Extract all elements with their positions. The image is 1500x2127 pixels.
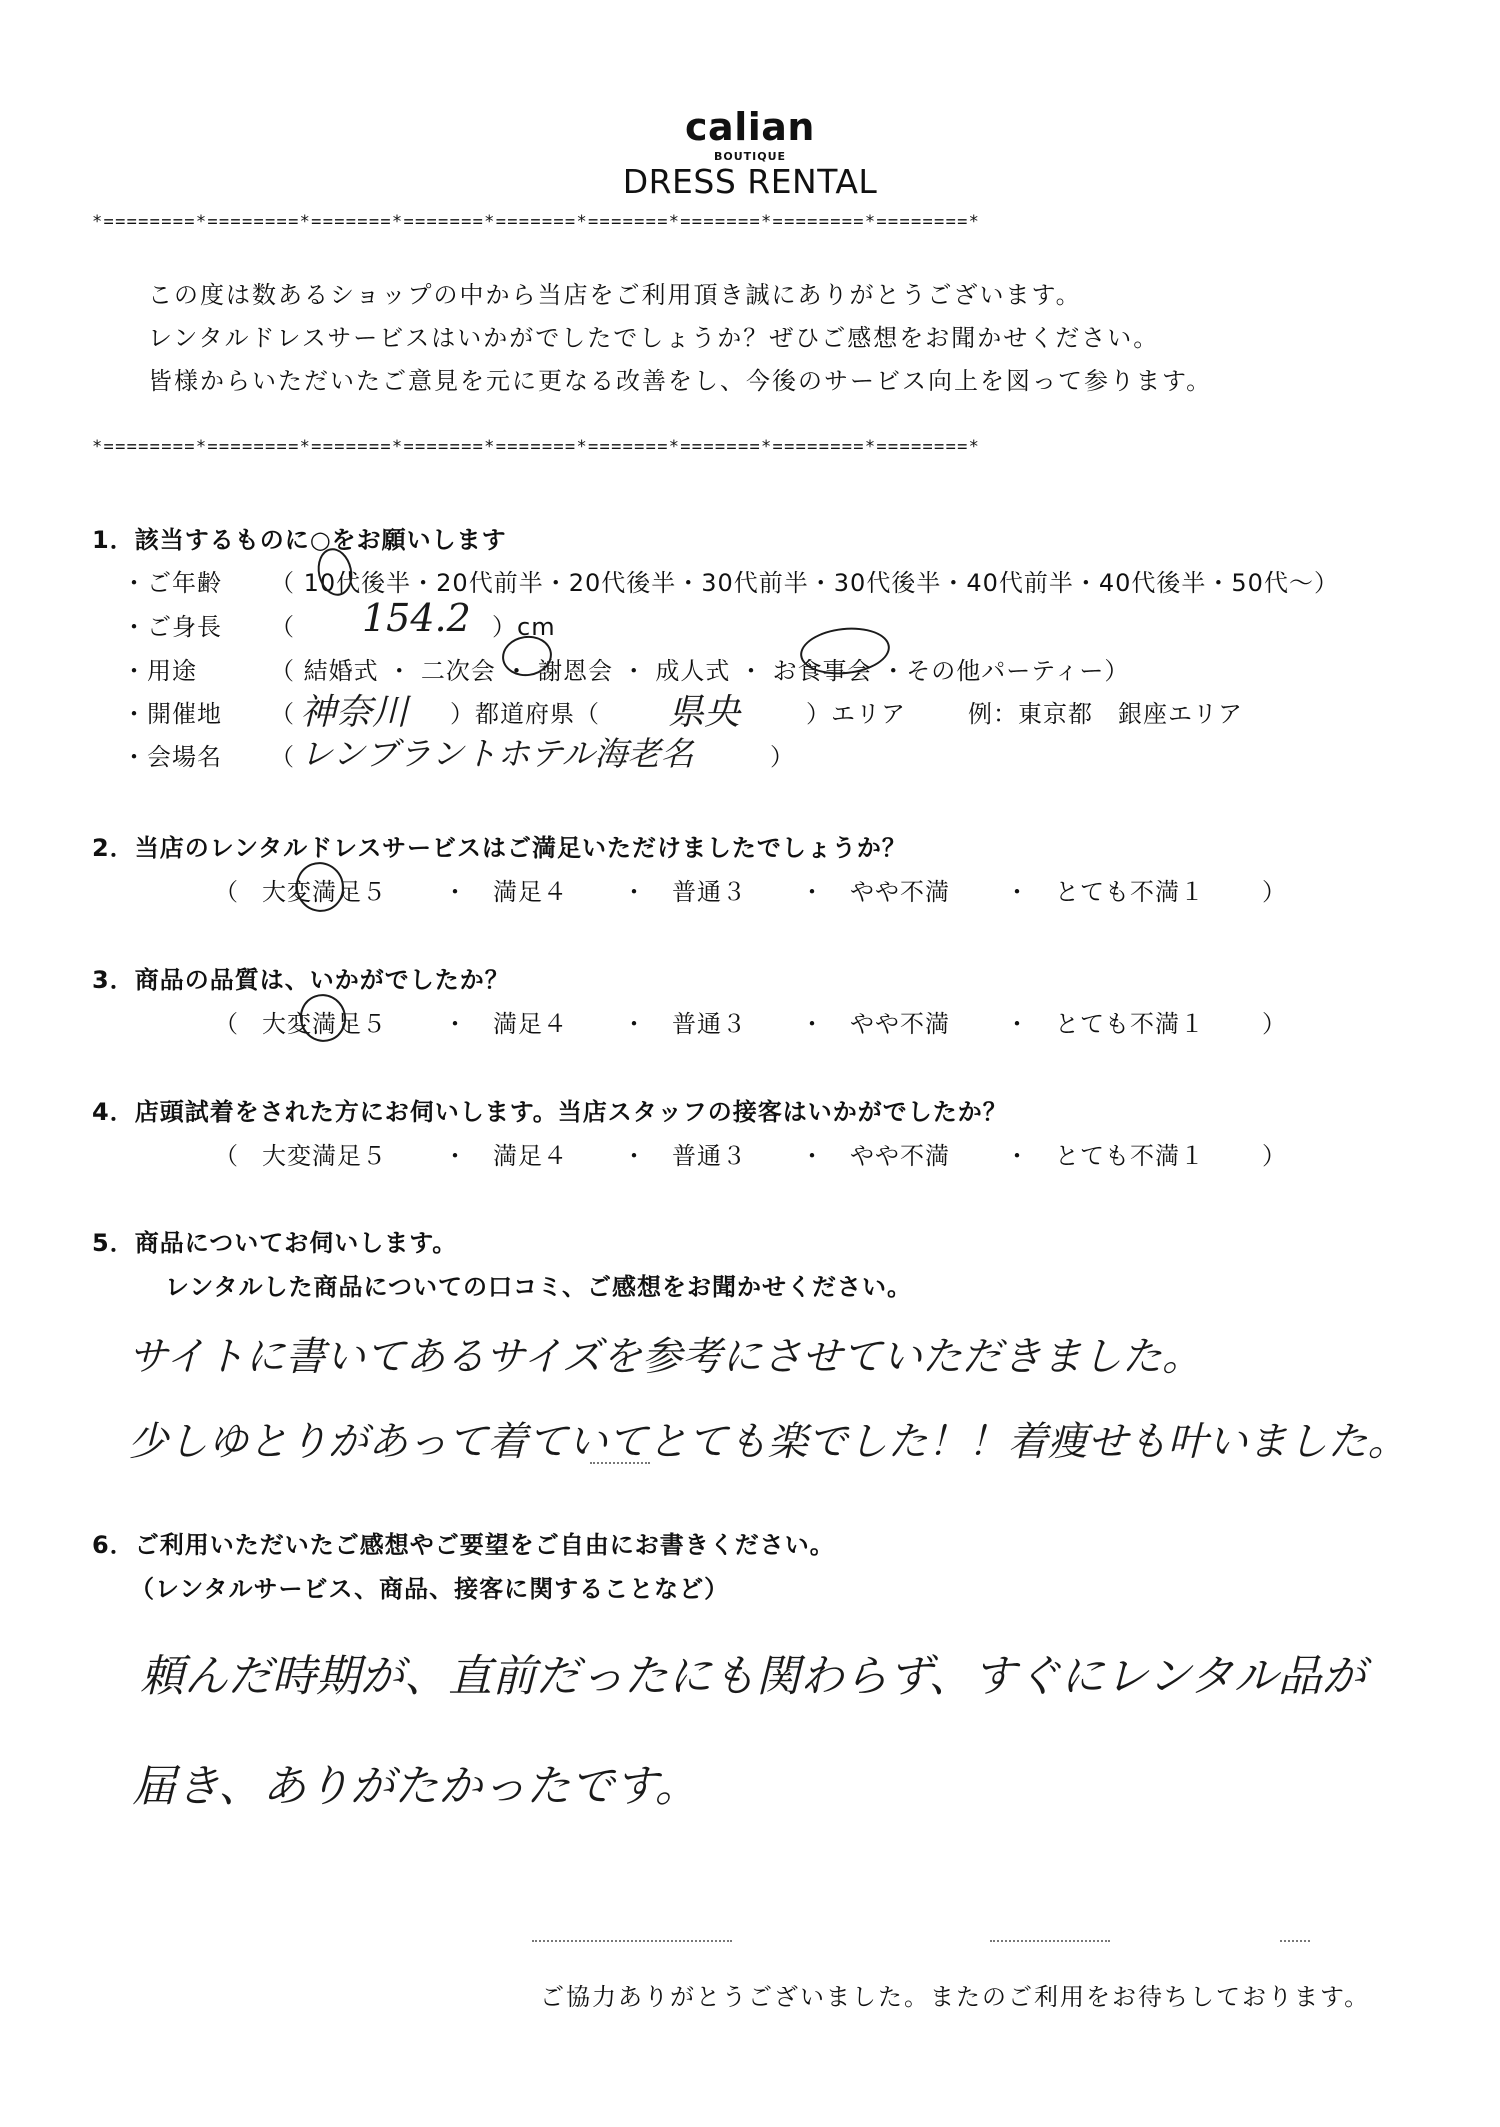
hall-label: ・会場名 (122, 743, 222, 771)
question-5-title: 5．商品についてお伺いします。 (92, 1229, 458, 1257)
q2-option-1: ・ とても不満１ (1005, 878, 1205, 906)
age-label: ・ご年齢 (122, 569, 222, 597)
q3-close: ） (1262, 1010, 1287, 1038)
q3-option-3: ・ 普通３ (622, 1010, 747, 1038)
question-4-title: 4．店頭試着をされた方にお伺いします。当店スタッフの接客はいかがでしたか？ (92, 1098, 1008, 1126)
venue-example: 例：東京都 銀座エリア (968, 700, 1243, 728)
q4-option-4: ・ 満足４ (443, 1142, 568, 1170)
question-4-options (0, 1136, 1500, 1170)
height-close: ）cm (492, 613, 556, 641)
height-open: （ (270, 613, 295, 641)
intro-line-1: この度は数あるショップの中から当店をご利用頂き誠にありがとうございます。 (148, 281, 1082, 309)
q2-circle-mark (289, 855, 351, 918)
question-5-answer-line-1: サイトに書いてあるサイズを参考にさせていただきました。 (128, 1334, 1202, 1380)
venue-open: （ (270, 700, 295, 728)
q4-close: ） (1262, 1142, 1287, 1170)
q3-option-1: ・ とても不満１ (1005, 1010, 1205, 1038)
q2-option-5: 大変満足５ (262, 878, 387, 906)
q2-close: ） (1262, 878, 1287, 906)
venue-mid: ）都道府県（ (450, 700, 600, 728)
q2-option-3: ・ 普通３ (622, 878, 747, 906)
hall-value: レンブラントホテル海老名 (300, 734, 694, 773)
question-5-subtitle: レンタルした商品についての口コミ、ご感想をお聞かせください。 (165, 1273, 912, 1301)
venue-label: ・開催地 (122, 700, 222, 728)
purpose-options: （ 結婚式 ・ 二次会 ・ 謝恩会 ・ 成人式 ・ お食事会 ・その他パーティー） (270, 657, 1130, 685)
q3-option-5: 大変満足５ (262, 1010, 387, 1038)
venue-area: 県央 (668, 692, 741, 733)
question-6-answer-line-1: 頼んだ時期が、直前だったにも関わらず、すぐにレンタル品が (140, 1651, 1366, 1702)
intro-line-3: 皆様からいただいたご意見を元に更なる改善をし、今後のサービス向上を図って参ります。 (148, 367, 1213, 395)
page-title: DRESS RENTAL (622, 162, 878, 201)
brand-subtitle: BOUTIQUE (713, 150, 787, 163)
q2-option-4: ・ 満足４ (443, 878, 568, 906)
age-options: （ 10代後半・20代前半・20代後半・30代前半・30代後半・40代前半・40代後半・50代～） (270, 569, 1339, 597)
dotted-mark (590, 1462, 650, 1464)
q4-option-3: ・ 普通３ (622, 1142, 747, 1170)
venue-prefecture: 神奈川 (300, 692, 409, 733)
question-1-title: 1．該当するものに○をお願いします (92, 526, 507, 554)
q3-option-4: ・ 満足４ (443, 1010, 568, 1038)
purpose-label: ・用途 (122, 657, 197, 685)
q2-open: （ (214, 878, 239, 906)
q2-option-2: ・ やや不満 (800, 878, 950, 906)
question-6-title: 6．ご利用いただいたご感想やご要望をご自由にお書きください。 (92, 1531, 835, 1559)
q4-option-1: ・ とても不満１ (1005, 1142, 1205, 1170)
intro-line-2: レンタルドレスサービスはいかがでしたでしょうか？ぜひご感想をお聞かせください。 (148, 324, 1160, 352)
divider-top: *========*========*=======*=======*=======*=======*=======*========*========* (92, 212, 981, 232)
brand-logo: calian (685, 105, 815, 149)
height-value: 154.2 (362, 596, 471, 640)
footer-thanks: ご協力ありがとうございました。またのご利用をお待ちしております。 (540, 1983, 1371, 2011)
hall-close: ） (770, 743, 795, 771)
hall-open: （ (270, 743, 295, 771)
scan-dots-1 (532, 1940, 732, 1942)
divider-bottom: *========*========*=======*=======*=======*=======*=======*========*========* (92, 437, 981, 457)
question-6-subtitle: （レンタルサービス、商品、接客に関することなど） (130, 1575, 730, 1603)
q3-open: （ (214, 1010, 239, 1038)
q4-open: （ (214, 1142, 239, 1170)
question-5-answer-line-2: 少しゆとりがあって着ていてとても楽でした！！着痩せも叶いました。 (128, 1419, 1408, 1465)
venue-close: ）エリア (806, 700, 906, 728)
q3-circle-mark (293, 988, 353, 1049)
question-3-title: 3．商品の品質は、いかがでしたか？ (92, 966, 510, 994)
scan-dots-2 (990, 1940, 1110, 1942)
q4-option-5: 大変満足５ (262, 1142, 387, 1170)
question-2-options (0, 872, 1500, 906)
question-3-options (0, 1004, 1500, 1038)
q4-option-2: ・ やや不満 (800, 1142, 950, 1170)
question-2-title: 2．当店のレンタルドレスサービスはご満足いただけましたでしょうか？ (92, 834, 907, 862)
scan-dots-3 (1280, 1940, 1310, 1942)
height-label: ・ご身長 (122, 613, 222, 641)
question-6-answer-line-2: 届き、ありがたかったです。 (132, 1761, 699, 1812)
q3-option-2: ・ やや不満 (800, 1010, 950, 1038)
